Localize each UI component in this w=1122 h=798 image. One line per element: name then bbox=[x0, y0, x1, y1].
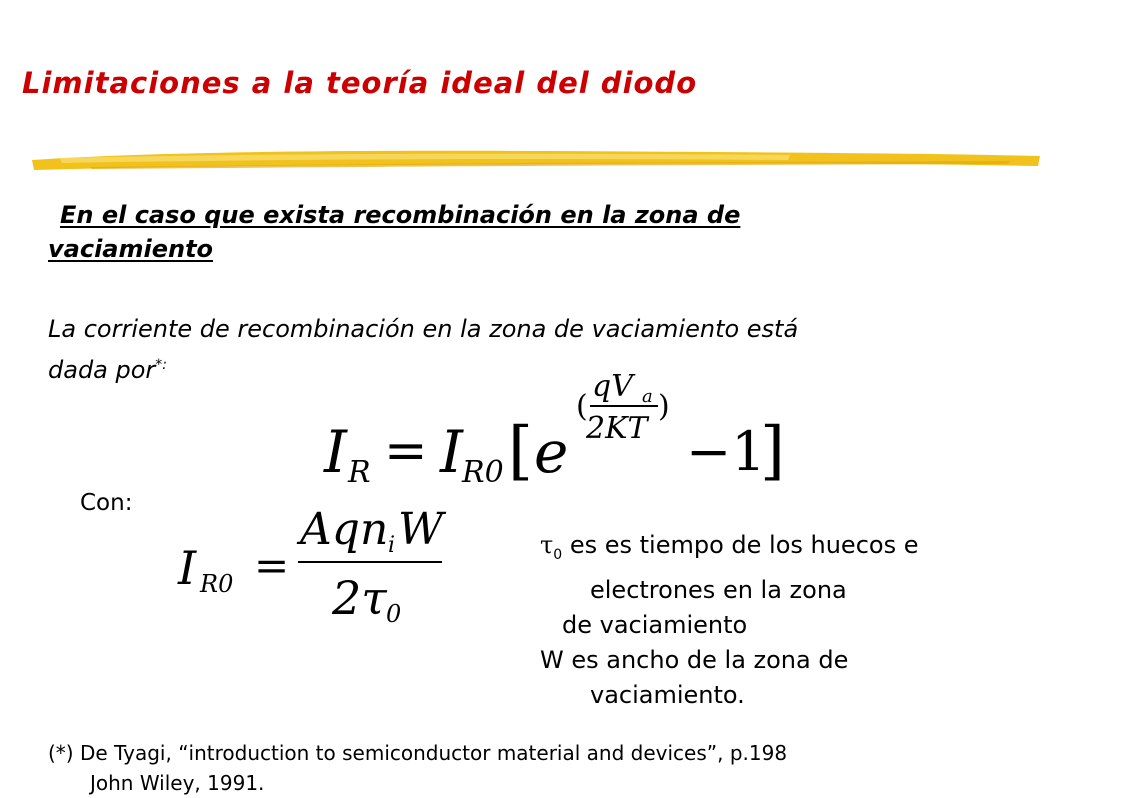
tau-note-line-1: es es tiempo de los huecos e bbox=[562, 531, 919, 559]
eq2-numerator: Aqn bbox=[300, 504, 389, 555]
section-heading bbox=[48, 198, 848, 266]
con-label: Con: bbox=[80, 490, 133, 516]
eq2-numerator-tail: W bbox=[398, 504, 444, 555]
eq1-equals: = bbox=[384, 421, 428, 481]
tau-symbol: τ bbox=[540, 531, 554, 559]
eq2-lhs: I bbox=[178, 541, 197, 595]
eq2-denominator-subscript: 0 bbox=[386, 600, 402, 628]
eq1-exp-denominator: 2KT bbox=[586, 411, 648, 446]
tau-note-line-3: de vaciamiento bbox=[562, 610, 748, 639]
eq1-coefficient-subscript: R0 bbox=[462, 455, 504, 488]
intro-line-2-text: dada por bbox=[48, 356, 156, 384]
eq2-equals: = bbox=[254, 541, 290, 590]
i-r0-definition-equation bbox=[170, 498, 460, 638]
eq2-numerator-subscript: i bbox=[388, 533, 396, 558]
section-heading-line-2: vaciamiento bbox=[48, 235, 214, 263]
footnote-reference-marker: *: bbox=[155, 357, 168, 373]
eq2-lhs-subscript: R0 bbox=[200, 570, 234, 598]
w-note-line-2: vaciamiento. bbox=[590, 680, 745, 709]
eq1-paren-open: ( bbox=[576, 389, 588, 424]
footnote-line-1 bbox=[48, 738, 1098, 768]
eq1-coefficient: I bbox=[440, 418, 463, 486]
slide-title: Limitaciones a la teoría ideal del diodo bbox=[22, 66, 698, 100]
eq1-base: e bbox=[534, 418, 569, 486]
eq1-exp-numerator: qV bbox=[592, 369, 633, 404]
decorative-brush-rule bbox=[30, 138, 1042, 178]
eq1-paren-close: ) bbox=[658, 389, 670, 424]
footnote-marker: (*) bbox=[48, 741, 74, 765]
footnote bbox=[48, 738, 1098, 798]
tau-note-line-2: electrones en la zona bbox=[590, 575, 847, 604]
variable-notes bbox=[540, 528, 1040, 713]
section-heading-line-1: En el caso que exista recombinación en la zona de bbox=[60, 201, 741, 229]
w-note-line-1: W es ancho de la zona de bbox=[540, 645, 849, 674]
eq1-bracket-close: ] bbox=[760, 414, 785, 488]
footnote-citation: De Tyagi, “introduction to semiconductor material and devices”, p.198 bbox=[79, 741, 788, 765]
intro-line-1: La corriente de recombinación en la zona de vaciamiento está bbox=[48, 315, 799, 343]
tau-subscript: 0 bbox=[553, 546, 563, 563]
recombination-current-equation bbox=[320, 358, 800, 488]
eq1-bracket-open: [ bbox=[508, 414, 533, 488]
eq1-lhs-subscript: R bbox=[348, 455, 371, 488]
eq2-denominator: 2τ bbox=[332, 571, 387, 625]
eq1-minus-one: −1 bbox=[686, 420, 766, 483]
footnote-line-2: John Wiley, 1991. bbox=[90, 771, 265, 795]
eq1-exp-numerator-subscript: a bbox=[642, 386, 653, 407]
eq1-lhs: I bbox=[324, 418, 347, 486]
tau-note bbox=[540, 528, 1040, 573]
